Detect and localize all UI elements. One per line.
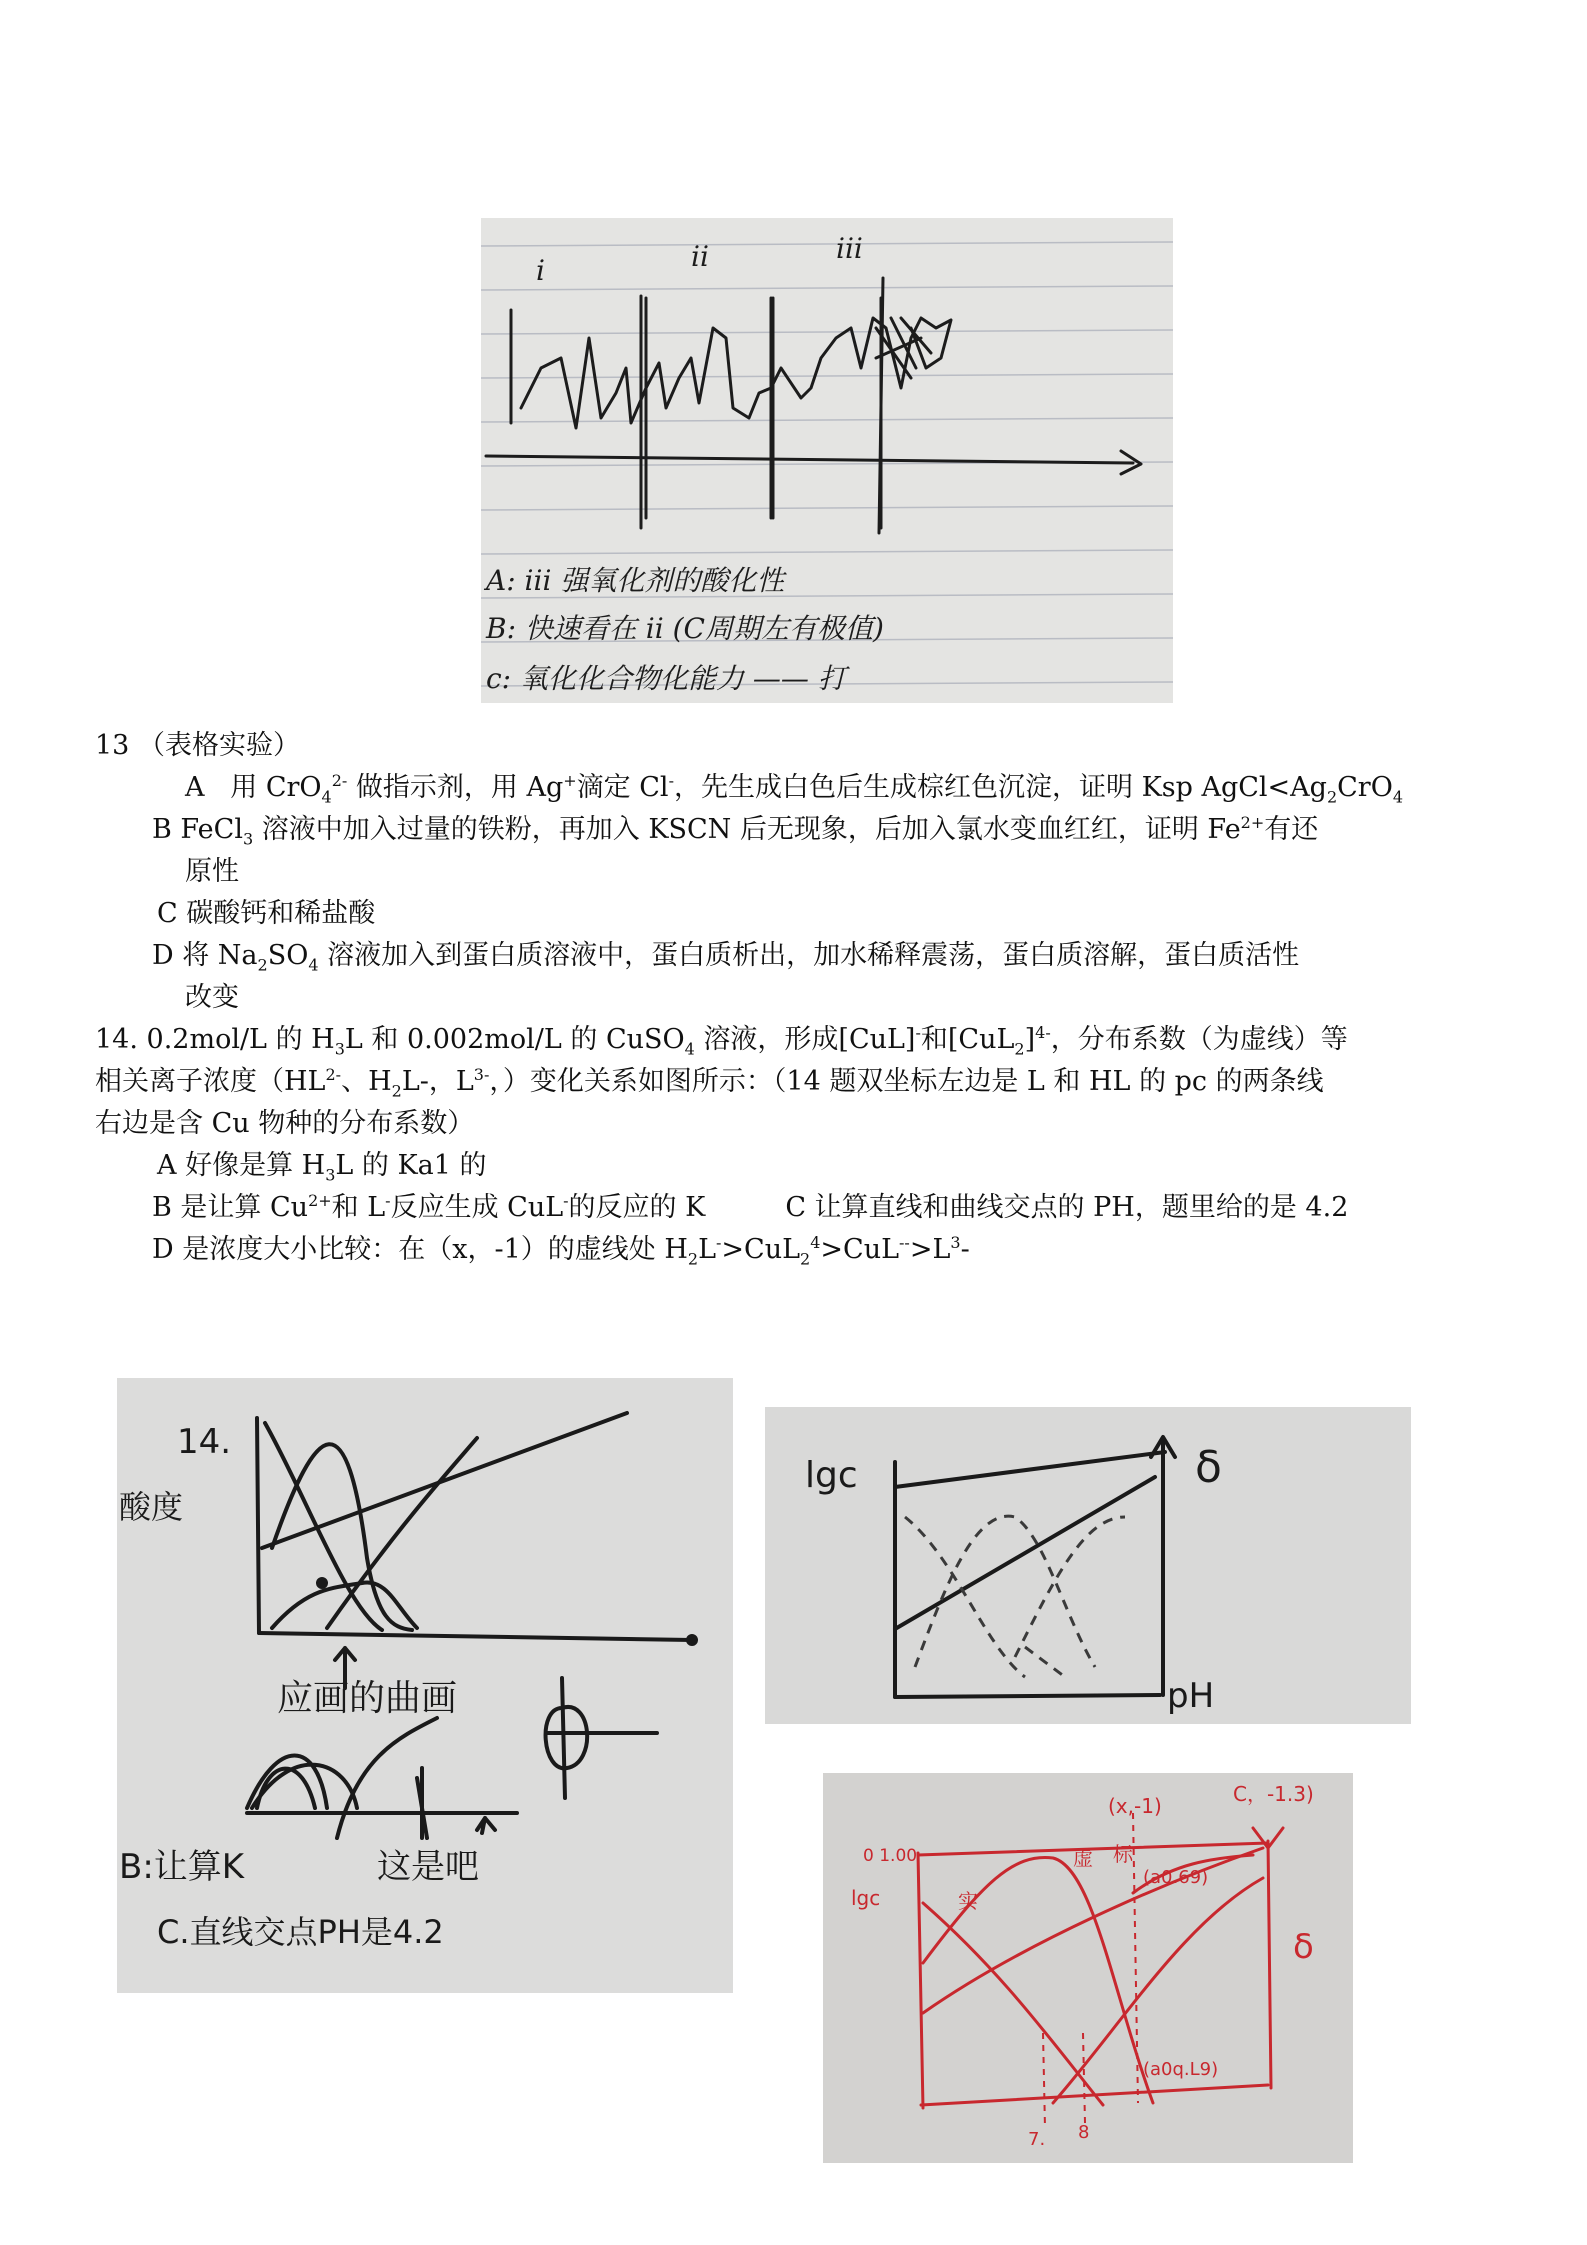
sketch2-x: pH [1167, 1676, 1215, 1716]
sketch1-label-14: 14. [177, 1422, 232, 1462]
q13-title: 13 （表格实验） [95, 730, 300, 761]
header-i: i [536, 254, 545, 287]
sketch3-pt2: (a0q.L9) [1143, 2059, 1219, 2080]
sketch2-y-left: lgc [805, 1455, 858, 1496]
header-ii: ii [691, 240, 709, 273]
q14-line-3: 右边是含 Cu 物种的分布系数） [95, 1108, 475, 1139]
sketch-photo-1 [117, 1378, 733, 1993]
header-iii: iii [836, 232, 863, 265]
sketch3-x8: 8 [1078, 2122, 1090, 2143]
question-text [95, 725, 1505, 1271]
sketch1-note-c: C.直线交点PH是4.2 [157, 1913, 444, 1951]
sketch3-pt1: (a0.69) [1143, 1867, 1209, 1888]
q14-option-a: A 好像是算 $H_3L$ 的 Ka1 的 [157, 1150, 487, 1185]
q13-option-c: C 碳酸钙和稀盐酸 [157, 898, 376, 929]
sketch3-x7: 7. [1028, 2129, 1046, 2150]
q13-option-d: D 将 $Na_2SO_4$ 溶液加入到蛋白质溶液中，蛋白质析出，加水稀释震荡，蛋白质溶解，蛋白质活性 [152, 940, 1300, 975]
sketch1-note-arrow: 这是吧 [377, 1847, 479, 1887]
q14-option-d: D 是浓度大小比较：在（x，-1）的虚线处 $H_2L^->CuL_2^4>CuL^{--}>L^3-$ [152, 1233, 970, 1269]
sketch1-note-b: B:让算K [119, 1847, 245, 1887]
sketch3-top2: C，-1.3) [1233, 1782, 1314, 1806]
sketch1-note-mid: 应画的曲画 [277, 1678, 458, 1719]
notes-line-c: c: 氧化化合物化能力 —— 打 [486, 662, 846, 695]
sketch3-top1: (x,-1) [1108, 1794, 1162, 1818]
sketch-1-drawing [117, 1378, 733, 1993]
sketch1-label-left: 酸度 [119, 1488, 184, 1526]
sketch3-y-left: lgc [851, 1886, 881, 1910]
q13-option-b: B FeCl$_3$ 溶液中加入过量的铁粉，再加入 KSCN 后无现象，后加入氯水变血红红，证明 $Fe^{2+}$有还 [152, 813, 1319, 849]
sketch3-lab2: 虚 [1073, 1846, 1093, 1870]
q14-line-1: 14. 0.2mol/L 的 $H_3L$ 和 0.002mol/L 的 CuSO$_4$ 溶液，形成[CuL]-和$[CuL_2]^{4-}$，分布系数（为虚线）等 [95, 1023, 1348, 1059]
q13-option-a: A 用 CrO$_4^{2-}$ 做指示剂，用 Ag+滴定 Cl-，先生成白色后生成棕红色沉淀，证明 Ksp $AgCl<Ag_2CrO_4$ [185, 771, 1404, 807]
q13-option-d-cont: 改变 [185, 982, 239, 1013]
q14-line-2: 相关离子浓度（$HL^{2-}$、$H_2L-$，$L^{3-}$，）变化关系如图所示：（14 题双坐标左边是 L 和 HL 的 pc 的两条线 [95, 1065, 1324, 1101]
sketch-3-drawing [823, 1773, 1353, 2163]
q13-option-b-cont: 原性 [185, 856, 239, 887]
sketch3-lab3: 标 [1113, 1842, 1133, 1866]
sketch-photo-3 [823, 1773, 1353, 2163]
sketch-photo-2 [765, 1407, 1411, 1724]
notes-line-a: A: iii 强氧化剂的酸化性 [486, 564, 785, 597]
sketch3-tick0: 0 1.00 [863, 1846, 918, 1866]
sketch3-lab1: 实 [958, 1889, 978, 1913]
notes-photo [481, 218, 1173, 703]
notes-line-b: B: 快速看在 ii (C周期左有极值) [486, 612, 884, 645]
sketch-2-drawing [765, 1407, 1411, 1724]
q14-option-b-c: B 是让算 $Cu^{2+}$和 L-反应生成 CuL-的反应的 K C 让算直线和曲线交点的 PH，题里给的是 4.2 [152, 1191, 1349, 1223]
notes-drawing [481, 218, 1173, 703]
sketch2-y-right: δ [1195, 1442, 1222, 1493]
sketch3-y-right: δ [1293, 1927, 1314, 1967]
